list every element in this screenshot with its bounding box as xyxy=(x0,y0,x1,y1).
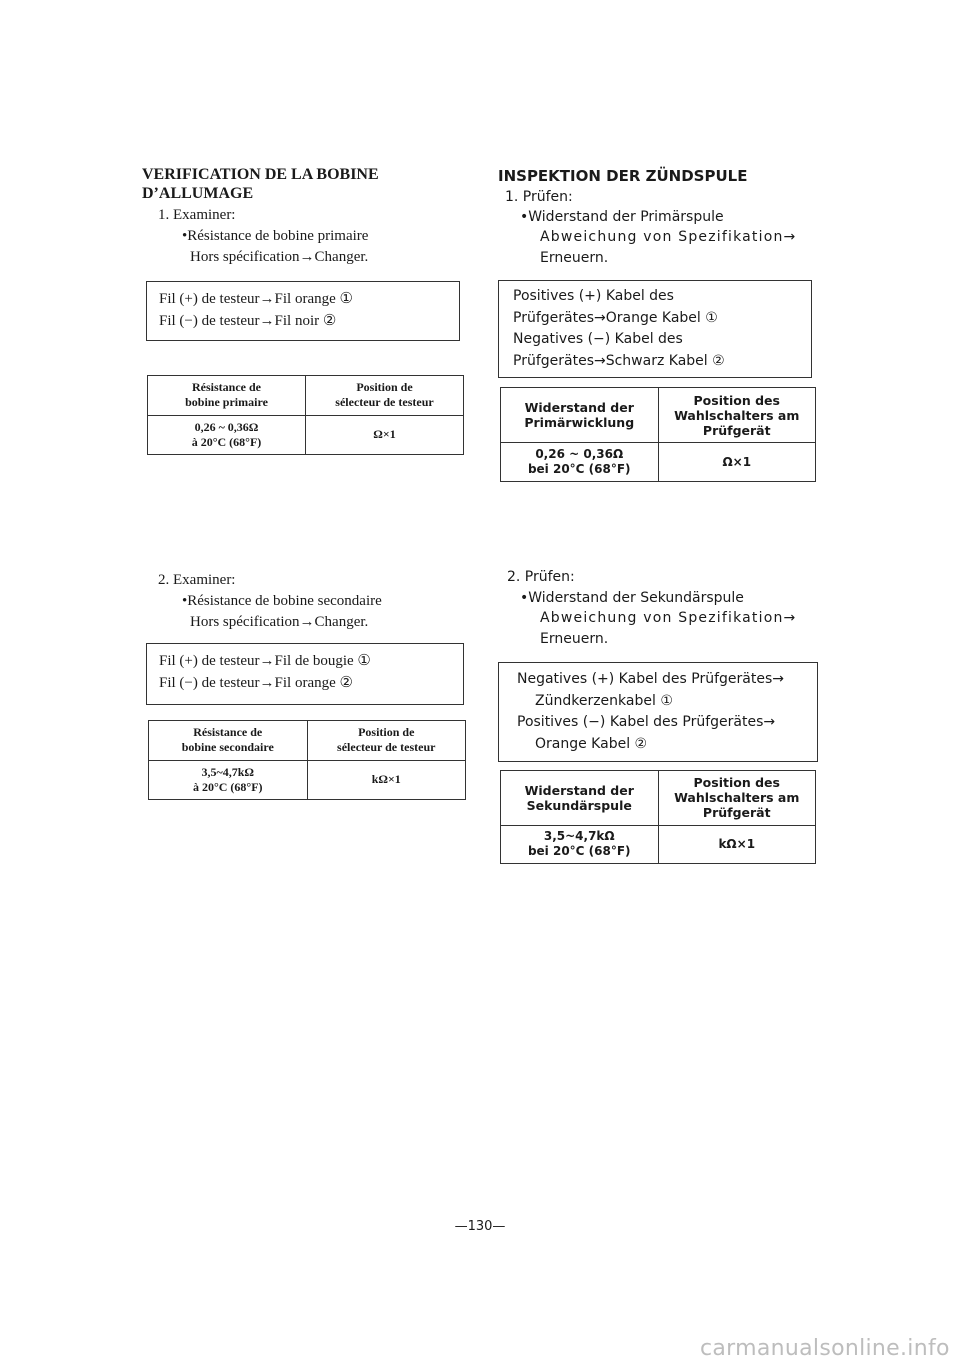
de-step2-action-l2: Erneuern. xyxy=(540,631,609,647)
fr-step1-heading: 1. Examiner: xyxy=(158,207,236,223)
de-step1-heading: 1. Prüfen: xyxy=(505,189,573,205)
fr-step1-spec-table xyxy=(147,375,464,455)
table-row xyxy=(501,825,816,863)
header-text: Sekundärspule xyxy=(526,797,632,813)
fr-title-line1: VERIFICATION DE LA BOBINE xyxy=(142,166,379,183)
de-step2-resistance-value xyxy=(501,825,659,863)
fr-step1-col1-header xyxy=(148,376,306,416)
fr-step1-connection-box xyxy=(146,281,460,341)
de-step2-connection-box xyxy=(498,662,818,762)
header-text: Résistance de xyxy=(193,725,263,740)
de-step1-selector-position: Ω×1 xyxy=(658,443,816,482)
fr-step1-bullet: •Résistance de bobine primaire xyxy=(182,228,369,244)
value-text: 3,5~4,7kΩ xyxy=(543,829,615,844)
de-step2-box-line3: Positives (−) Kabel des Prüfgerätes→ xyxy=(517,714,776,730)
fr-step2-col2-header xyxy=(307,721,466,761)
header-text: sélecteur de testeur xyxy=(335,395,434,410)
fr-step2-spec-table xyxy=(148,720,466,800)
fr-step1-box-line2: Fil (−) de testeur→Fil noir ② xyxy=(159,313,337,329)
value-text: 0,26 ~ 0,36Ω xyxy=(194,419,259,434)
fr-step2-heading: 2. Examiner: xyxy=(158,572,236,588)
page-number: —130— xyxy=(454,1219,506,1234)
de-step1-bullet: •Widerstand der Primärspule xyxy=(520,209,724,225)
de-step1-col2-header xyxy=(658,388,816,443)
header-text: Prüfgerät xyxy=(702,422,771,438)
de-step1-box-line3: Negatives (−) Kabel des xyxy=(513,331,683,347)
de-step1-col1-header xyxy=(501,388,659,443)
header-text: Position de xyxy=(356,380,413,395)
header-text: bobine primaire xyxy=(185,395,268,410)
value-text: bei 20°C (68°F) xyxy=(527,462,631,477)
fr-step2-col1-header xyxy=(149,721,308,761)
fr-step2-action: Hors spécification→Changer. xyxy=(190,614,369,630)
header-text: Wahlschalters am xyxy=(674,790,800,806)
de-step1-action-l1: Abweichung von Spezifikation→ xyxy=(540,229,797,245)
table-row xyxy=(501,388,816,443)
header-text: Prüfgerät xyxy=(702,805,771,821)
header-text: Wahlschalters am xyxy=(674,407,800,423)
de-step2-bullet: •Widerstand der Sekundärspule xyxy=(520,590,744,606)
table-row xyxy=(501,771,816,826)
de-step2-col2-header xyxy=(658,771,816,826)
value-text: à 20°C (68°F) xyxy=(192,779,263,794)
de-step1-box-line4: Prüfgerätes→Schwarz Kabel ② xyxy=(513,352,725,369)
fr-step1-action: Hors spécification→Changer. xyxy=(190,249,369,265)
fr-step1-selector-position: Ω×1 xyxy=(306,415,464,455)
fr-step2-connection-box xyxy=(146,643,464,705)
header-text: bobine secondaire xyxy=(181,740,274,755)
de-step2-heading: 2. Prüfen: xyxy=(507,569,575,585)
table-row xyxy=(149,721,466,761)
de-step2-box-line1: Negatives (+) Kabel des Prüfgerätes→ xyxy=(517,671,784,687)
header-text: Position de xyxy=(358,725,415,740)
de-step1-box-line2: Prüfgerätes→Orange Kabel ① xyxy=(513,309,718,326)
fr-step1-box-line1: Fil (+) de testeur→Fil orange ① xyxy=(159,291,353,307)
table-row xyxy=(148,376,464,416)
table-row xyxy=(149,760,466,800)
header-text: Résistance de xyxy=(192,380,261,395)
header-text: Widerstand der xyxy=(524,782,634,798)
de-step2-selector-position: kΩ×1 xyxy=(658,825,816,863)
de-step1-spec-table xyxy=(500,387,816,482)
value-text: à 20°C (68°F) xyxy=(191,434,262,449)
de-step2-spec-table xyxy=(500,770,816,864)
watermark-text: carmanualsonline.info xyxy=(700,1336,950,1361)
de-title: INSPEKTION DER ZÜNDSPULE xyxy=(498,167,748,185)
de-step2-col1-header xyxy=(501,771,659,826)
header-text: Position des xyxy=(693,775,780,791)
de-step1-action-l2: Erneuern. xyxy=(540,250,609,266)
fr-step2-resistance-value xyxy=(149,760,308,800)
fr-step2-selector-position: kΩ×1 xyxy=(307,760,466,800)
de-step1-connection-box xyxy=(498,280,812,378)
fr-step2-bullet: •Résistance de bobine secondaire xyxy=(182,593,382,609)
header-text: Widerstand der xyxy=(524,400,634,416)
fr-step2-box-line1: Fil (+) de testeur→Fil de bougie ① xyxy=(159,653,371,669)
header-text: sélecteur de testeur xyxy=(337,740,436,755)
value-text: bei 20°C (68°F) xyxy=(527,844,631,859)
fr-step1-resistance-value xyxy=(148,415,306,455)
de-step2-box-line4: Orange Kabel ② xyxy=(535,735,648,752)
fr-step1-col2-header xyxy=(306,376,464,416)
header-text: Primärwicklung xyxy=(524,415,635,431)
value-text: 0,26 ~ 0,36Ω xyxy=(535,447,624,462)
table-row xyxy=(501,443,816,482)
de-step1-box-line1: Positives (+) Kabel des xyxy=(513,288,674,304)
de-step2-box-line2: Zündkerzenkabel ① xyxy=(535,692,673,709)
header-text: Position des xyxy=(693,392,780,408)
fr-title-line2: D’ALLUMAGE xyxy=(142,185,254,202)
table-row xyxy=(148,415,464,455)
de-step1-resistance-value xyxy=(501,443,659,482)
fr-step2-box-line2: Fil (−) de testeur→Fil orange ② xyxy=(159,675,353,691)
value-text: 3,5~4,7kΩ xyxy=(201,764,255,779)
de-step2-action-l1: Abweichung von Spezifikation→ xyxy=(540,610,797,626)
